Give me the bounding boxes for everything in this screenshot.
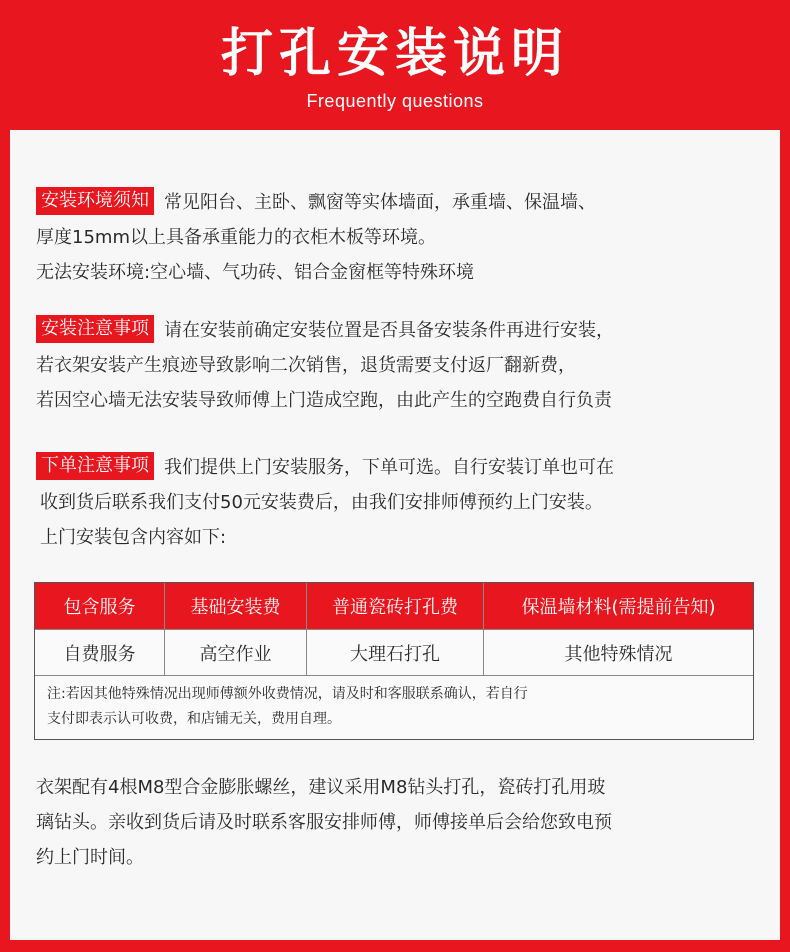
page-title: 打孔安装说明 bbox=[220, 24, 569, 84]
table-cell: 其他特殊情况 bbox=[484, 629, 753, 675]
footer-text: 璃钻头。亲收到货后请及时联系客服安排师傅，师傅接单后会给您致电预 bbox=[36, 812, 612, 833]
service-table bbox=[34, 582, 754, 740]
section-line bbox=[36, 185, 766, 220]
table-header-cell: 普通瓷砖打孔费 bbox=[307, 583, 484, 629]
table-cell: 高空作业 bbox=[165, 629, 307, 675]
table-header-cell: 包含服务 bbox=[35, 583, 165, 629]
section-install-environment bbox=[36, 185, 766, 290]
table-header-cell: 保温墙材料(需提前告知) bbox=[484, 583, 753, 629]
page-subtitle: Frequently questions bbox=[306, 91, 484, 111]
section-text: 请在安装前确定安装位置是否具备安装条件再进行安装， bbox=[164, 320, 614, 341]
section-tag: 安装环境须知 bbox=[36, 187, 154, 215]
footer-text: 约上门时间。 bbox=[36, 847, 144, 868]
table-note bbox=[35, 675, 753, 739]
section-tag: 下单注意事项 bbox=[36, 452, 154, 480]
table-note-line: 支付即表示认可收费，和店铺无关，费用自理。 bbox=[47, 711, 341, 727]
section-install-notes bbox=[36, 313, 766, 418]
section-text: 若因空心墙无法安装导致师傅上门造成空跑，由此产生的空跑费自行负责 bbox=[36, 390, 612, 411]
section-tag: 安装注意事项 bbox=[36, 315, 154, 343]
table-cell: 自费服务 bbox=[35, 629, 165, 675]
section-text: 若衣架安装产生痕迹导致影响二次销售，退货需要支付返厂翻新费， bbox=[36, 355, 576, 376]
section-text: 上门安装包含内容如下: bbox=[40, 527, 227, 548]
table-note-line: 注:若因其他特殊情况出现师傅额外收费情况，请及时和客服联系确认，若自行 bbox=[47, 686, 528, 702]
footer-text: 衣架配有4根M8型合金膨胀螺丝，建议采用M8钻头打孔，瓷砖打孔用玻 bbox=[36, 777, 606, 798]
section-text: 收到货后联系我们支付50元安装费后，由我们安排师傅预约上门安装。 bbox=[40, 492, 603, 513]
section-line bbox=[36, 450, 766, 485]
header-banner bbox=[0, 0, 790, 130]
content-panel bbox=[10, 130, 780, 940]
section-text: 常见阳台、主卧、飘窗等实体墙面，承重墙、保温墙、 bbox=[164, 192, 596, 213]
section-line bbox=[36, 313, 766, 348]
section-text: 我们提供上门安装服务，下单可选。自行安装订单也可在 bbox=[164, 457, 614, 478]
section-text: 厚度15mm以上具备承重能力的衣柜木板等环境。 bbox=[36, 227, 436, 248]
section-text: 无法安装环境:空心墙、气功砖、铝合金窗框等特殊环境 bbox=[36, 262, 475, 283]
table-cell: 大理石打孔 bbox=[307, 629, 484, 675]
table-header-row bbox=[35, 583, 753, 629]
footer-description bbox=[36, 770, 766, 875]
table-header-cell: 基础安装费 bbox=[165, 583, 307, 629]
section-order-notes bbox=[36, 450, 766, 555]
table-row bbox=[35, 629, 753, 675]
